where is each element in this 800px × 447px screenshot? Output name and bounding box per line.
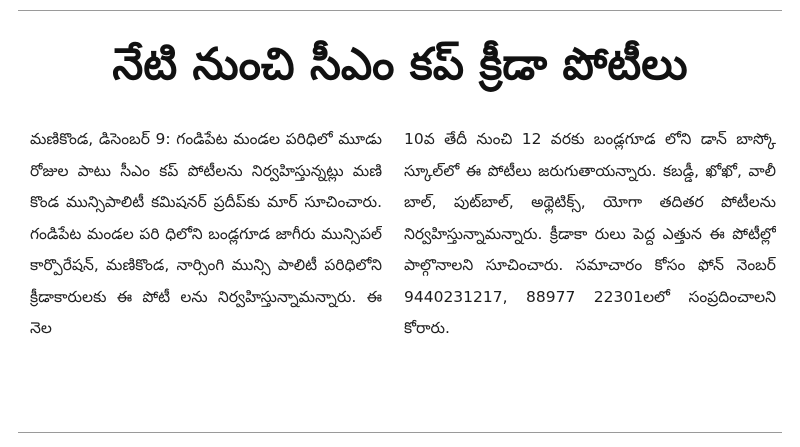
headline: నేటి నుంచి సీఎం కప్ క్రీడా పోటీలు [112,39,688,90]
top-divider [18,10,782,11]
article-column-2: 10వ తేదీ నుంచి 12 వరకు బండ్లగూడ లోని డాన్ బాస్కో స్కూల్‌లో ఈ పోటీలు జరుగుతాయన్నారు. కబడ్డీ, ఖోఖో, వాలీ బాల్, పుట్‌బాల్, అథ్లెటిక్స్, యోగా తదితర పోటీలను నిర్వహిస్తున్నామన్నారు. క్రీడాకా రులు పెద్ద ఎత్తున ఈ పోటీల్లో పాల్గొనాలని సూచించారు. సమాచారం కోసం ఫోన్ నెంబర్ 9440231217, 88977 22301లలో సంప్రదించాలని కోరారు. [404,130,776,337]
article-column-1: మణికొండ, డిసెంబర్ 9: గండిపేట మండల పరిధిలో మూడు రోజుల పాటు సీఎం కప్ పోటీలను నిర్వహిస్తున్నట్లు మణి కొండ మున్సిపాలిటీ కమిషనర్ ప్రదీప్‌కు మార్ సూచించారు. గండిపేట మండల పరి ధిలోని బండ్లగూడ జాగీరు మున్సిపల్ కార్పొరేషన్, మణికొండ, నార్సింగి మున్సి పాలిటీ పరిధిలోని క్రీడాకారులకు ఈ పోటీ లను నిర్వహిస్తున్నామన్నారు. ఈ నెల [30,130,382,337]
bottom-divider [18,432,782,433]
